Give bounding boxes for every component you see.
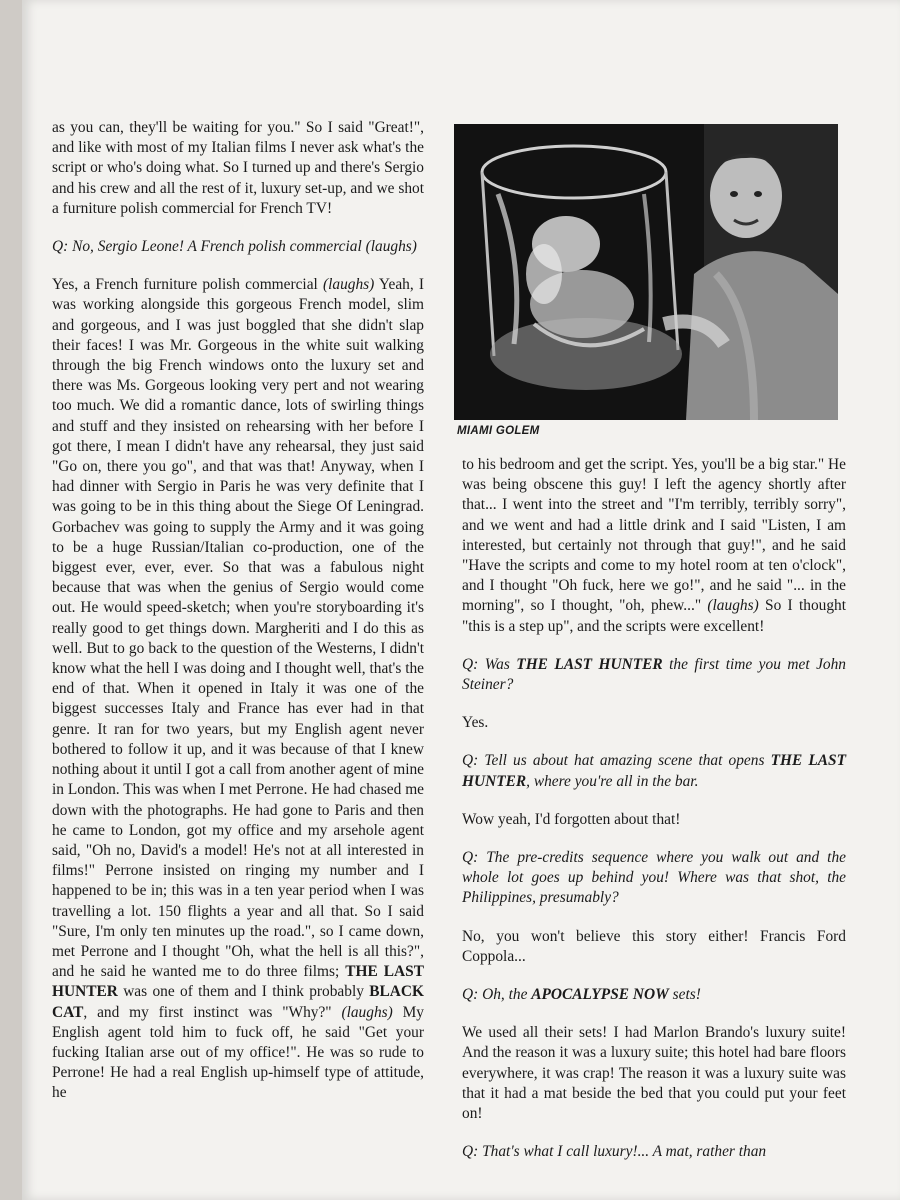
- question-sergio-leone: Q: No, Sergio Leone! A French polish commercial (laughs): [52, 238, 417, 256]
- answer-yes: Yes.: [462, 714, 489, 732]
- laughs-aside: (laughs): [707, 597, 759, 615]
- film-title-last-hunter: THE LAST HUNTER: [516, 655, 663, 673]
- text-run: the first time you met John Steiner?: [462, 655, 846, 694]
- right-paragraph-1: [462, 455, 846, 637]
- question-john-steiner: [462, 655, 846, 695]
- text-run: was one of them and I think probably: [117, 983, 370, 1001]
- magazine-page: [22, 0, 900, 1200]
- left-column: [52, 118, 424, 1122]
- text-run: Q: Tell us about hat amazing scene that opens: [462, 752, 771, 770]
- question-bar-scene: [462, 751, 846, 791]
- text-run: Q: Was: [462, 655, 517, 673]
- text-run: to his bedroom and get the script. Yes, you'll be a big star." He was being obscene this guy! I left the agency shortly after that... I went into the street and "I'm terribly, terribly sorry", and we went and had a little drink and I said "Listen, I am interested, but certainly not through that guy!", and he said "Have the scripts and come to my hotel room at ten o'clock", and I thought "Oh fuck, here we go!", and he said "... in the morning", so I thought, "oh, phew...": [462, 456, 846, 615]
- text-run: My English agent told him to fuck off, he said "Get your fucking Italian arse out of my office!". He was so rude to Perrone! He had a real English up-himself type of attitude, he: [52, 1003, 425, 1102]
- right-column: [462, 455, 846, 1180]
- answer-brando-suite: We used all their sets! I had Marlon Brando's luxury suite! And the reason it was a luxury suite; this hotel had bare floors everywhere, it was crap! The reason it was a luxury suite was that it had a mat beside the bed that you could put your feet on!: [462, 1024, 846, 1123]
- film-still-photo: [454, 124, 838, 420]
- text-run: , and my first instinct was "Why?": [83, 1003, 342, 1021]
- text-run: Yeah, I was working alongside this gorgeous French model, slim and gorgeous, and I was just boggled that she didn't slap their faces! I was Mr. Gorgeous in the white suit walking through the big French windows onto the luxury set and there was Ms. Gorgeous looking very pert and not wearing too much. We did a romantic dance, lots of swirling things and stuff and they insisted on rehearsing with her before I got there, I mean I didn't have any rehearsal, they just said "Go on, there you go", and that was that! Anyway, when I had dinner with Sergio in Paris he was very definite that I was going to be in this thing about the Siege Of Leningrad. Gorbachev was going to supply the Army and it was going to be a huge Russian/Italian co-production, one of the biggest ever, ever, ever. So that was a fabulous night because that was when the genius of Sergio would come out. He would speed-sketch; when you're storyboarding it's really good to get things down. Margheriti and I do this as well. But to go back to the question of the Westerns, I didn't know what the hell I was doing and I thought well, that's the end of that. When it opened in Italy it was one of the biggest successes Italy and France has ever had in that genre. It ran for two years, but my English agent never bothered to follow it up, and it was because of that I knew nothing about it until I got a call from another agent of mine in London. This was when I met Perrone. He had chased me down with the photographs. He had gone to Paris and then he came to London, got my office and my arsehole agent said, "Oh no, David's a model! He's not at all interested in films!" Perrone insisted on ringing my number and I happened to be in; this was in a ten year period when I was travelling a lot. 150 flights a year and all that. So I said "Sure, I'm only ten minutes up the road.", so I came down, met Perrone and I thought "Oh, what the hell is all this?", and he said he wanted me to do three films;: [52, 276, 424, 981]
- film-title-last-hunter: THE LAST HUNTER: [52, 963, 424, 1001]
- answer-coppola: No, you won't believe this story either! Francis Ford Coppola...: [462, 927, 846, 965]
- laughs-aside: (laughs): [323, 276, 375, 294]
- left-paragraph-1: as you can, they'll be waiting for you." So I said "Great!", and like with most of my Italian films I never ask what's the script or who's doing what. So I turned up and there's Sergio and his crew and all the rest of it, luxury set-up, and we shot a furniture polish commercial for French TV!: [52, 119, 424, 217]
- text-run: Yes, a French furniture polish commercial: [52, 276, 323, 294]
- film-still-illustration: [454, 124, 838, 420]
- answer-forgotten: Wow yeah, I'd forgotten about that!: [462, 810, 681, 828]
- photo-caption: MIAMI GOLEM: [457, 425, 540, 437]
- question-apocalypse-now: [462, 985, 846, 1005]
- film-title-black-cat: BLACK CAT: [52, 983, 424, 1021]
- question-luxury: Q: That's what I call luxury!... A mat, rather than: [462, 1143, 767, 1161]
- laughs-aside: (laughs): [341, 1003, 393, 1021]
- text-run: Q: Oh, the: [462, 986, 532, 1004]
- text-run: So I thought "this is a step up", and the scripts were excellent!: [462, 597, 846, 635]
- film-title-last-hunter: THE LAST HUNTER: [462, 752, 846, 790]
- text-run: sets!: [668, 986, 701, 1004]
- question-pre-credits: Q: The pre-credits sequence where you walk out and the whole lot goes up behind you! Where was that shot, the Philippines, presumably?: [462, 849, 846, 907]
- film-title-apocalypse-now: APOCALYPSE NOW: [531, 986, 669, 1004]
- left-paragraph-2: [52, 275, 424, 1103]
- text-run: , where you're all in the bar.: [526, 772, 699, 790]
